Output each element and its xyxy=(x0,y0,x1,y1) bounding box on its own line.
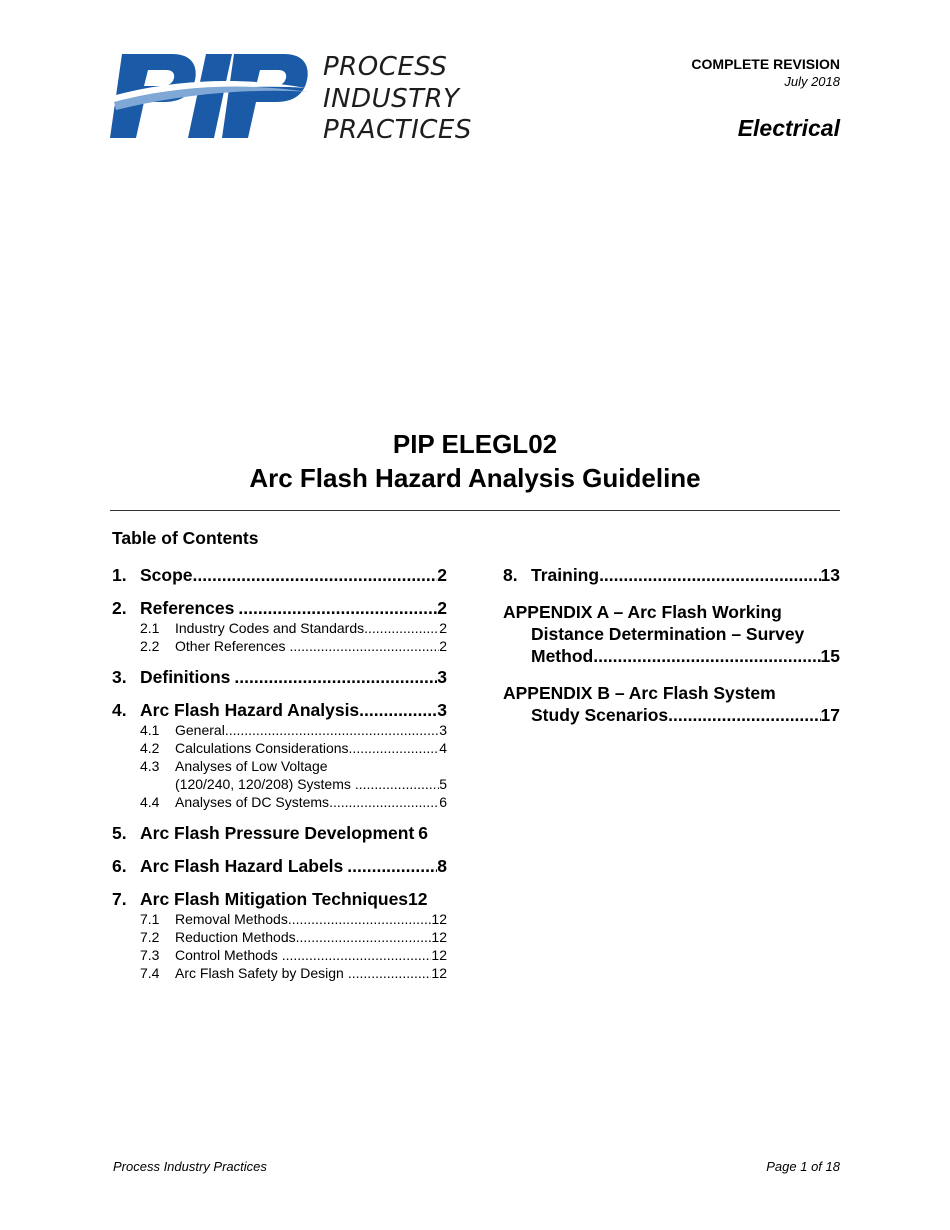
toc-page: 13 xyxy=(820,565,840,585)
toc-appendix-a[interactable] xyxy=(503,601,840,667)
revision-info xyxy=(691,56,840,90)
toc-page: 12 xyxy=(431,929,447,945)
toc-section-3 xyxy=(112,667,447,688)
toc-page: 15 xyxy=(820,646,840,666)
toc-entry-training[interactable] xyxy=(503,565,840,586)
toc-leader xyxy=(234,667,437,688)
discipline-label: Electrical xyxy=(737,115,840,141)
footer-publisher: Process Industry Practices xyxy=(113,1159,267,1174)
toc-entry-references[interactable] xyxy=(112,598,447,619)
toc-right-column xyxy=(503,565,840,741)
toc-leader xyxy=(364,619,439,637)
toc-title: Study Scenarios xyxy=(531,705,669,725)
toc-page: 5 xyxy=(439,776,447,792)
toc-subentry-4-2[interactable] xyxy=(112,739,447,757)
appendix-b-line-2 xyxy=(503,704,840,726)
toc-entry-definitions[interactable] xyxy=(112,667,447,688)
toc-leader xyxy=(193,565,438,586)
toc-title: Removal Methods xyxy=(175,911,288,927)
toc-leader xyxy=(288,910,432,928)
toc-page: 12 xyxy=(431,911,447,927)
logo-word-practices: PRACTICES xyxy=(323,115,472,145)
appendix-a-line-2: Distance Determination – Survey xyxy=(531,624,805,644)
toc-subentry-7-1[interactable] xyxy=(112,910,447,928)
toc-leader xyxy=(599,565,820,586)
toc-title: Arc Flash Hazard Labels xyxy=(140,856,344,876)
toc-number: 7.4 xyxy=(140,965,160,981)
toc-title: Arc Flash Safety by Design xyxy=(175,965,344,981)
toc-number: 2.1 xyxy=(140,620,160,636)
toc-leader xyxy=(355,775,439,793)
toc-title: General xyxy=(175,722,225,738)
toc-leader xyxy=(348,964,432,982)
toc-number: 7. xyxy=(112,889,127,909)
toc-title: Arc Flash Pressure Development xyxy=(140,823,415,843)
toc-leader xyxy=(349,739,440,757)
logo-word-industry: INDUSTRY xyxy=(323,83,460,114)
toc-number: 4.1 xyxy=(140,722,160,738)
toc-appendix-b[interactable] xyxy=(503,682,840,726)
toc-title: Calculations Considerations xyxy=(175,740,349,756)
toc-number: 4.3 xyxy=(140,758,160,774)
toc-number: 6. xyxy=(112,856,127,876)
appendix-a-line-1: APPENDIX A – Arc Flash Working xyxy=(503,602,782,622)
toc-leader xyxy=(593,645,820,667)
toc-leader xyxy=(282,946,432,964)
toc-subentry-2-2[interactable] xyxy=(112,637,447,655)
toc-leader xyxy=(225,721,439,739)
revision-date: July 2018 xyxy=(784,74,840,89)
toc-leader xyxy=(238,598,437,619)
toc-section-7 xyxy=(112,889,447,982)
toc-entry-arc-flash-pressure[interactable] xyxy=(112,823,447,844)
toc-number: 1. xyxy=(112,565,127,585)
title-divider xyxy=(110,510,840,511)
toc-left-column xyxy=(112,565,447,994)
toc-subentry-7-4[interactable] xyxy=(112,964,447,982)
toc-number: 7.2 xyxy=(140,929,160,945)
toc-leader xyxy=(290,637,440,655)
toc-title: Definitions xyxy=(140,667,231,687)
footer-page-number: Page 1 of 18 xyxy=(766,1159,840,1174)
logo-word-process: PROCESS xyxy=(323,52,448,82)
toc-title: Training xyxy=(531,565,600,585)
toc-section-4 xyxy=(112,700,447,811)
toc-section-8 xyxy=(503,565,840,586)
toc-leader xyxy=(668,704,820,726)
toc-subentry-4-4[interactable] xyxy=(112,793,447,811)
toc-page: 2 xyxy=(437,565,447,585)
toc-number: 2.2 xyxy=(140,638,160,654)
toc-subentry-4-1[interactable] xyxy=(112,721,447,739)
toc-page: 3 xyxy=(437,700,447,720)
toc-title: Analyses of DC Systems xyxy=(175,794,330,810)
toc-number: 3. xyxy=(112,667,127,687)
appendix-b-line-1: APPENDIX B – Arc Flash System xyxy=(503,683,776,703)
toc-title: Industry Codes and Standards xyxy=(175,620,365,636)
toc-title: Arc Flash Mitigation Techniques xyxy=(140,889,409,909)
toc-entry-arc-flash-hazard-analysis[interactable] xyxy=(112,700,447,721)
toc-heading: Table of Contents xyxy=(112,528,259,548)
toc-leader xyxy=(296,928,432,946)
logo-wordmark xyxy=(323,52,472,147)
toc-number: 4. xyxy=(112,700,127,720)
toc-title: (120/240, 120/208) Systems xyxy=(175,776,351,792)
toc-subentry-4-3[interactable] xyxy=(112,757,447,775)
toc-section-1 xyxy=(112,565,447,586)
toc-number: 5. xyxy=(112,823,127,843)
toc-title: Scope xyxy=(140,565,193,585)
toc-leader xyxy=(329,793,439,811)
toc-subentry-7-3[interactable] xyxy=(112,946,447,964)
toc-title: Reduction Methods xyxy=(175,929,296,945)
toc-page: 4 xyxy=(439,740,447,756)
toc-title: Analyses of Low Voltage xyxy=(175,758,328,774)
appendix-a-line-3 xyxy=(503,645,840,667)
toc-page: 3 xyxy=(439,722,447,738)
document-title: Arc Flash Hazard Analysis Guideline xyxy=(249,463,701,493)
toc-number: 8. xyxy=(503,565,518,585)
toc-subentry-2-1[interactable] xyxy=(112,619,447,637)
toc-page: 17 xyxy=(820,705,840,725)
toc-subentry-4-3-cont[interactable] xyxy=(112,775,447,793)
toc-page: 8 xyxy=(437,856,447,876)
toc-title: Other References xyxy=(175,638,286,654)
toc-number: 4.2 xyxy=(140,740,160,756)
toc-number: 7.1 xyxy=(140,911,160,927)
toc-entry-arc-flash-labels[interactable] xyxy=(112,856,447,877)
toc-number: 7.3 xyxy=(140,947,160,963)
toc-title: References xyxy=(140,598,235,618)
toc-title: Method xyxy=(531,646,594,666)
toc-page: 2 xyxy=(439,638,447,654)
toc-subentry-7-2[interactable] xyxy=(112,928,447,946)
toc-section-2 xyxy=(112,598,447,655)
toc-page: 6 xyxy=(418,823,429,843)
toc-page: 12 xyxy=(431,947,447,963)
toc-leader xyxy=(347,856,437,877)
toc-title: Arc Flash Hazard Analysis xyxy=(140,700,360,720)
toc-page: 12 xyxy=(408,889,428,909)
toc-page: 3 xyxy=(437,667,447,687)
pip-logo-mark xyxy=(110,52,310,142)
toc-page: 12 xyxy=(431,965,447,981)
document-title-block xyxy=(0,428,950,494)
toc-entry-arc-flash-mitigation[interactable] xyxy=(112,889,447,910)
toc-leader xyxy=(359,700,437,721)
toc-number: 4.4 xyxy=(140,794,160,810)
revision-status: COMPLETE REVISION xyxy=(691,56,840,72)
toc-entry-scope[interactable] xyxy=(112,565,447,586)
toc-title: Control Methods xyxy=(175,947,278,963)
toc-page: 2 xyxy=(439,620,447,636)
toc-page: 6 xyxy=(439,794,447,810)
toc-page: 2 xyxy=(437,598,447,618)
toc-number: 2. xyxy=(112,598,127,618)
document-number: PIP ELEGL02 xyxy=(392,429,558,459)
toc-section-5 xyxy=(112,823,447,844)
toc-section-6 xyxy=(112,856,447,877)
